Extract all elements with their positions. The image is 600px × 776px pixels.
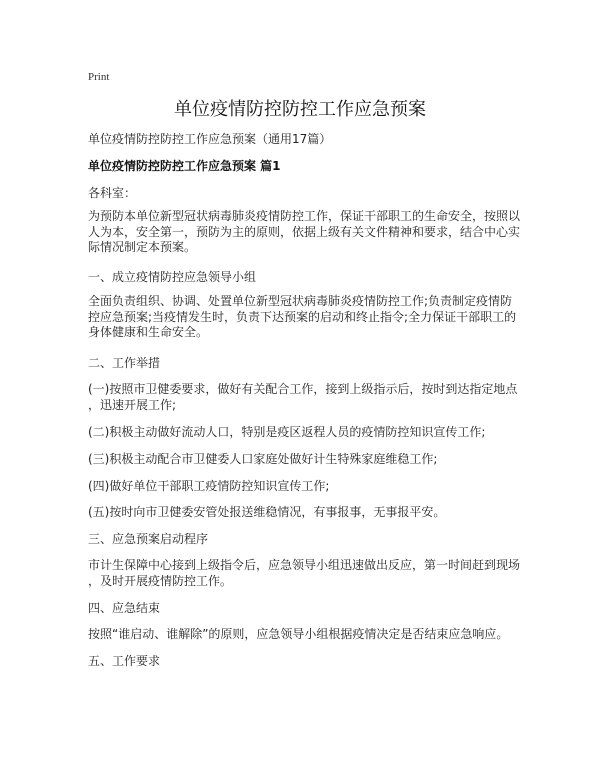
subtitle: 单位疫情防控防控工作应急预案（通用17篇）	[88, 132, 332, 146]
paragraph-4: 按照“谁启动、谁解除”的原则，应急领导小组根据疫情决定是否结束应急响应。	[88, 627, 509, 641]
heading-2: 二、工作举措	[88, 356, 161, 370]
print-link[interactable]: Print	[88, 71, 110, 83]
heading-1: 一、成立疫情防控应急领导小组	[88, 270, 257, 284]
line: 市计生保障中心接到上级指令后，应急领导小组迅速做出反应，第一时间赶到现场	[88, 558, 521, 572]
intro-paragraph	[88, 209, 520, 256]
paragraph-1	[88, 294, 516, 341]
line: 全面负责组织、协调、处置单位新型冠状病毒肺炎疫情防控工作;负责制定疫情防	[88, 294, 513, 308]
page-title: 单位疫情防控防控工作应急预案	[174, 99, 426, 120]
heading-3: 三、应急预案启动程序	[88, 532, 209, 546]
measure-1	[88, 382, 517, 413]
heading-5: 五、工作要求	[88, 654, 161, 668]
measure-2: (二)积极主动做好流动人口，特别是疫区返程人员的疫情防控知识宣传工作;	[88, 425, 486, 439]
line: ，及时开展疫情防控工作。	[88, 573, 233, 588]
section-heading: 单位疫情防控防控工作应急预案 篇1	[88, 159, 281, 173]
line: 际情况制定本预案。	[88, 240, 197, 254]
line: ，迅速开展工作;	[88, 397, 177, 412]
measure-4: (四)做好单位干部职工疫情防控知识宣传工作;	[88, 479, 330, 493]
salutation: 各科室：	[88, 186, 137, 200]
measure-5: (五)按时向市卫健委安管处报送维稳情况，有事报事，无事报平安。	[88, 505, 446, 519]
paragraph-3	[88, 558, 520, 589]
line: (一)按照市卫健委要求，做好有关配合工作，接到上级指示后，按时到达指定地点	[88, 382, 518, 396]
line: 身体健康和生命安全。	[88, 325, 209, 339]
measure-3: (三)积极主动配合市卫健委人口家庭处做好计生特殊家庭维稳工作;	[88, 452, 438, 466]
line: 控应急预案;当疫情发生时，负责下达预案的启动和终止指令;全力保证干部职工的	[88, 309, 517, 324]
line: 为预防本单位新型冠状病毒肺炎疫情防控工作，保证干部职工的生命安全，按照以	[88, 209, 521, 223]
heading-4: 四、应急结束	[88, 601, 161, 615]
line: 人为本，安全第一，预防为主的原则，依据上级有关文件精神和要求，结合中心实	[88, 224, 521, 239]
